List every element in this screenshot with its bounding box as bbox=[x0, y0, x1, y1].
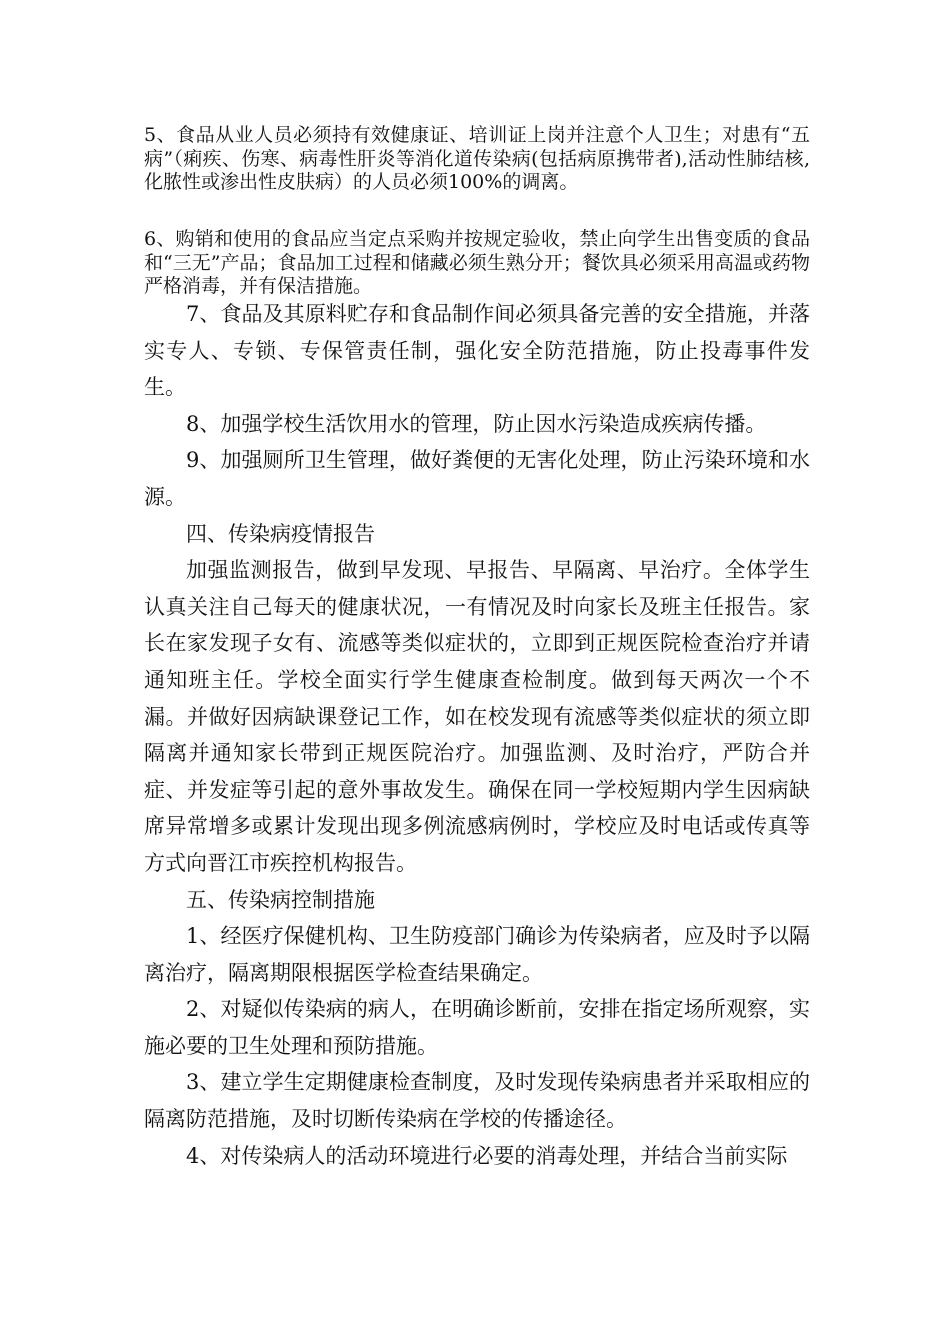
paragraph-item-9: 9、加强厕所卫生管理，做好粪便的无害化处理，防止污染环境和水源。 bbox=[144, 448, 810, 509]
paragraph-control-4: 4、对传染病人的活动环境进行必要的消毒处理，并结合当前实际 bbox=[186, 1143, 788, 1168]
document-body bbox=[144, 296, 810, 1174]
paragraph-item-6: 6、购销和使用的食品应当定点采购并按规定验收，禁止向学生出售变质的食品和“三无”产品；食品加工过程和储藏必须生熟分开；餐饮具必须采用高温或药物严格消毒，并有保洁措施。 bbox=[144, 228, 810, 297]
section-heading-5: 五、传染病控制措施 bbox=[186, 887, 375, 912]
paragraph-control-2: 2、对疑似传染病的病人，在明确诊断前，安排在指定场所观察，实施必要的卫生处理和预防措施。 bbox=[144, 997, 810, 1058]
paragraph-control-1: 1、经医疗保健机构、卫生防疫部门确诊为传染病者，应及时予以隔离治疗，隔离期限根据医学检查结果确定。 bbox=[144, 924, 810, 985]
paragraph-item-7: 7、食品及其原料贮存和食品制作间必须具备完善的安全措施，并落实专人、专锁、专保管责任制，强化安全防范措施，防止投毒事件发生。 bbox=[144, 302, 810, 400]
paragraph-item-8: 8、加强学校生活饮用水的管理，防止因水污染造成疾病传播。 bbox=[186, 411, 767, 436]
paragraph-epidemic-report: 加强监测报告，做到早发现、早报告、早隔离、早治疗。全体学生认真关注自己每天的健康状况，一有情况及时向家长及班主任报告。家长在家发现子女有、流感等类似症状的，立即到正规医院检查治疗并请通知班主任。学校全面实行学生健康查检制度。做到每天两次一个不漏。并做好因病缺课登记工作，如在校发现有流感等类似症状的须立即隔离并通知家长带到正规医院治疗。加强监测、及时治疗，严防合并症、并发症等引起的意外事故发生。确保在同一学校短期内学生因病缺席异常增多或累计发现出现多例流感病例时，学校应及时电话或传真等方式向晋江市疾控机构报告。 bbox=[144, 558, 810, 875]
section-heading-4: 四、传染病疫情报告 bbox=[186, 521, 375, 546]
paragraph-control-3: 3、建立学生定期健康检查制度，及时发现传染病患者并采取相应的隔离防范措施，及时切断传染病在学校的传播途径。 bbox=[144, 1070, 810, 1132]
paragraph-item-5: 5、食品从业人员必须持有效健康证、培训证上岗并注意个人卫生；对患有“五病”（痢疾、伤寒、病毒性肝炎等消化道传染病(包括病原携带者),活动性肺结核,化脓性或渗出性皮肤病）的人员必须100%的调离。 bbox=[144, 124, 810, 193]
